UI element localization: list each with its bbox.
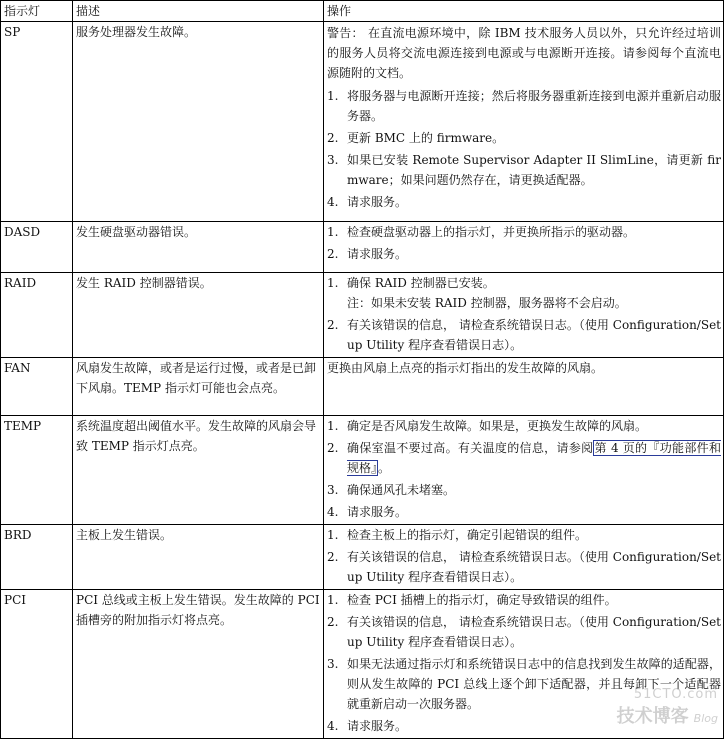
step-text: 检查硬盘驱动器上的指示灯，并更换所指示的驱动器。	[347, 225, 636, 239]
watermark-site: 51CTO.com	[633, 687, 718, 702]
warning-note: 警告： 在直流电源环境中，除 IBM 技术服务人员以外，只允许经过培训的服务人员将交流电源连接到电源或与电源断开连接。请参阅每个直流电源随附的文档。	[327, 26, 721, 80]
led-cell: PCI	[1, 590, 73, 739]
step-number: 2.	[327, 318, 339, 332]
step-text: 更新 BMC 上的 firmware。	[347, 131, 505, 145]
action-cell	[324, 222, 724, 273]
step-text: 检查主板上的指示灯，确定引起错误的组件。	[347, 528, 588, 542]
step-item	[327, 590, 721, 610]
step-item	[327, 502, 721, 522]
site-watermark	[617, 687, 718, 728]
step-number: 3.	[327, 483, 339, 497]
step-text-part: 确保室温不要过高。有关温度的信息，请参阅	[347, 441, 594, 455]
step-text: 将服务器与电源断开连接；然后将服务器重新连接到电源并重新启动服务器。	[347, 89, 721, 123]
step-number: 4.	[327, 719, 339, 733]
step-item	[327, 438, 721, 478]
step-number: 1.	[327, 528, 339, 542]
step-number: 1.	[327, 419, 339, 433]
step-list	[327, 525, 721, 587]
step-number: 2.	[327, 550, 339, 564]
step-number: 3.	[327, 153, 339, 167]
action-cell	[324, 416, 724, 525]
step-item	[327, 150, 721, 190]
table-row	[1, 273, 724, 358]
step-text: 请求服务。	[347, 247, 408, 261]
description-cell: 服务处理器发生故障。	[73, 22, 324, 222]
action-cell	[324, 525, 724, 590]
description-cell: 发生硬盘驱动器错误。	[73, 222, 324, 273]
step-text: 如果已安装 Remote Supervisor Adapter II SlimLine，请更新 firmware；如果问题仍然存在，请更换适配器。	[347, 153, 721, 187]
step-list	[327, 273, 721, 355]
watermark-title: 技术博客	[616, 706, 689, 727]
step-text: 检查 PCI 插槽上的指示灯，确定导致错误的组件。	[347, 593, 617, 607]
step-number: 2.	[327, 131, 339, 145]
step-number: 4.	[327, 505, 339, 519]
step-number: 3.	[327, 657, 339, 671]
step-number: 2.	[327, 615, 339, 629]
header-action: 操作	[324, 1, 724, 22]
action-cell	[324, 273, 724, 358]
table-row	[1, 358, 724, 416]
step-number: 2.	[327, 247, 339, 261]
step-text: 请求服务。	[347, 505, 408, 519]
step-item	[327, 222, 721, 242]
led-cell: SP	[1, 22, 73, 222]
step-list	[327, 86, 721, 212]
step-item	[327, 244, 721, 264]
cross-reference-link[interactable]: 第 4 页的『功能部件和规格』	[347, 441, 721, 475]
step-text-end: 。	[378, 461, 391, 475]
step-item	[327, 480, 721, 500]
step-note: 注：如果未安装 RAID 控制器，服务器将不会启动。	[347, 296, 627, 310]
step-list	[327, 416, 721, 522]
table-row	[1, 222, 724, 273]
description-cell: 风扇发生故障，或者是运行过慢，或者是已卸下风扇。TEMP 指示灯可能也会点亮。	[73, 358, 324, 416]
step-text: 请求服务。	[347, 719, 408, 733]
led-cell: FAN	[1, 358, 73, 416]
led-cell: DASD	[1, 222, 73, 273]
table-row	[1, 590, 724, 739]
watermark-blog: Blog	[693, 712, 718, 725]
step-item	[327, 128, 721, 148]
step-number: 1.	[327, 89, 339, 103]
header-row	[1, 1, 724, 22]
step-item	[327, 525, 721, 545]
step-line: 确保 RAID 控制器已安装。	[347, 276, 495, 290]
step-text: 有关该错误的信息， 请检查系统错误日志。（使用 Configuration/Setup Utility 程序查看错误日志）。	[347, 550, 721, 584]
table-row	[1, 525, 724, 590]
action-cell: 更换由风扇上点亮的指示灯指出的发生故障的风扇。	[324, 358, 724, 416]
step-item	[327, 315, 721, 355]
description-cell: PCI 总线或主板上发生错误。发生故障的 PCI 插槽旁的附加指示灯将点亮。	[73, 590, 324, 739]
step-number: 1.	[327, 276, 339, 290]
step-item	[327, 612, 721, 652]
step-text	[347, 273, 721, 313]
step-text: 如果无法通过指示灯和系统错误日志中的信息找到发生故障的适配器，则从发生故障的 PCI 总线上逐个卸下适配器，并且每卸下一个适配器就重新启动一次服务器。	[347, 657, 721, 711]
step-text: 请求服务。	[347, 195, 408, 209]
step-list	[327, 222, 721, 264]
step-number: 1.	[327, 225, 339, 239]
step-item	[327, 273, 721, 313]
step-text: 有关该错误的信息， 请检查系统错误日志。（使用 Configuration/Setup Utility 程序查看错误日志）。	[347, 615, 721, 649]
description-cell: 发生 RAID 控制器错误。	[73, 273, 324, 358]
step-number: 1.	[327, 593, 339, 607]
step-text: 有关该错误的信息， 请检查系统错误日志。（使用 Configuration/Setup Utility 程序查看错误日志）。	[347, 318, 721, 352]
step-text: 确保通风孔未堵塞。	[347, 483, 456, 497]
step-number: 4.	[327, 195, 339, 209]
description-cell: 系统温度超出阈值水平。发生故障的风扇会导致 TEMP 指示灯点亮。	[73, 416, 324, 525]
step-item	[327, 192, 721, 212]
step-text	[347, 438, 721, 478]
led-cell: BRD	[1, 525, 73, 590]
header-led: 指示灯	[1, 1, 73, 22]
table-row	[1, 22, 724, 222]
step-item	[327, 547, 721, 587]
table-row	[1, 416, 724, 525]
led-cell: TEMP	[1, 416, 73, 525]
action-cell	[324, 22, 724, 222]
header-description: 描述	[73, 1, 324, 22]
step-number: 2.	[327, 441, 339, 455]
step-item	[327, 416, 721, 436]
led-cell: RAID	[1, 273, 73, 358]
description-cell: 主板上发生错误。	[73, 525, 324, 590]
step-text: 确定是否风扇发生故障。如果是，更换发生故障的风扇。	[347, 419, 648, 433]
step-item	[327, 86, 721, 126]
